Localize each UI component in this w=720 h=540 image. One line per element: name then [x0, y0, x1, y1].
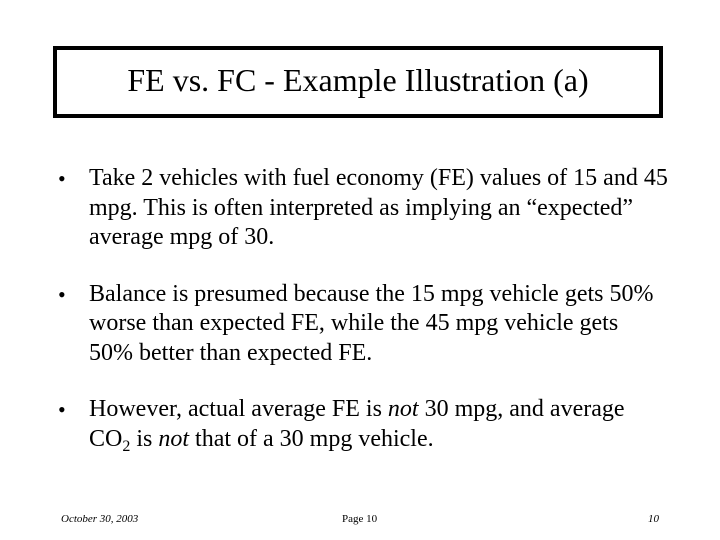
- bullet-text: Balance is presumed because the 15 mpg vehicle gets 50% worse than expected FE, while the 45 mpg vehicle gets 50% better than expected FE.: [89, 280, 654, 366]
- emphasis-text: not: [387, 396, 419, 422]
- bullet-item: [58, 164, 668, 253]
- bullet-icon: •: [58, 397, 66, 422]
- footer-slide-number: 10: [648, 513, 659, 525]
- subscript-text: 2: [122, 437, 131, 455]
- title-box: [53, 46, 663, 118]
- footer-date: October 30, 2003: [61, 513, 139, 525]
- bullet-text: [89, 396, 625, 455]
- bullet-item: [58, 395, 668, 454]
- text-segment: is: [130, 425, 159, 452]
- bullet-item: [58, 280, 668, 369]
- footer-page-label: Page 10: [342, 513, 378, 525]
- bullet-list: [58, 164, 668, 481]
- text-segment: However, actual average FE is: [89, 396, 388, 422]
- emphasis-text: not: [158, 425, 190, 452]
- slide-title: FE vs. FC - Example Illustration (a): [127, 62, 589, 98]
- bullet-icon: •: [58, 166, 66, 191]
- bullet-text: Take 2 vehicles with fuel economy (FE) values of 15 and 45 mpg. This is often interpreted as implying an “expected” average mpg of 30.: [89, 165, 668, 250]
- text-segment: that of a 30 mpg vehicle.: [189, 425, 434, 452]
- bullet-icon: •: [58, 281, 66, 307]
- text-segment: 30 mpg, and average CO: [89, 396, 625, 452]
